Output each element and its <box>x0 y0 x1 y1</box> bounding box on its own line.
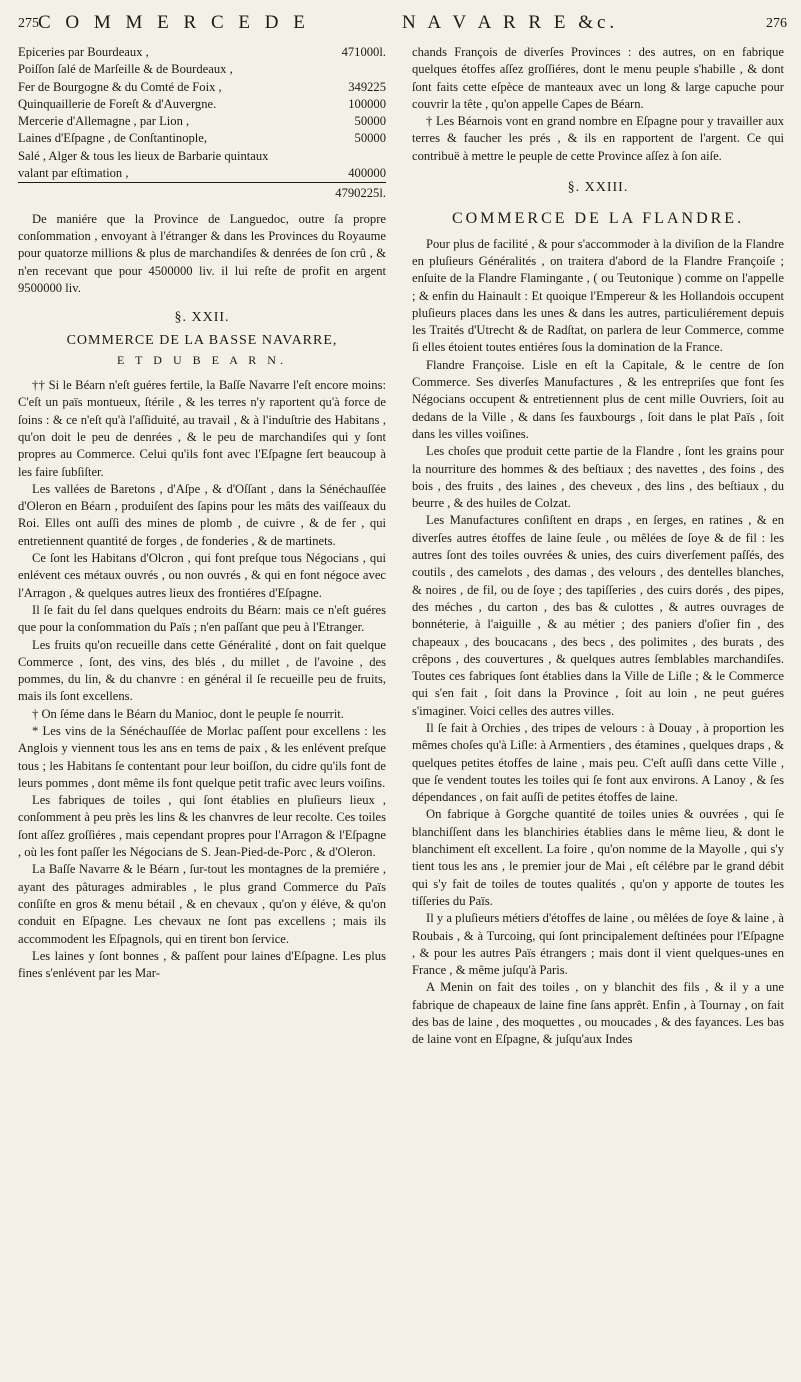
section-number: §. XXIII. <box>567 180 629 196</box>
paragraph: Pour plus de facilité , & pour s'accommoder à la diviſion de la Flandre en pluſieurs Généralités , on traitera d'abord de la Flandre Françoiſe ; enſuite de la Flandre Flamingante , ( ou Teutonique ) comme on l'appelle ; & enfin du Hainault : Et quoique l'Empereur & les Hollandois occupent pluſieurs places dans les unes & dans les autres, particuliérement depuis les Traités d'Utrecht & de Radſtat, on parlera de leur Commerce, comme ſi elles étoient toutes entiéres ſous la domination de la France. <box>412 236 784 355</box>
running-title-right: N A V A R R E &c. <box>402 12 619 33</box>
ledger-row: Laines d'Eſpagne , de Conſtantinople, 50000 <box>18 131 386 146</box>
paragraph: Il y a pluſieurs métiers d'étoffes de laine , ou mêlées de ſoye & laine , à Roubais , & à Turcoing, qui ſont principalement deſtinées pour l'Eſpagne , & pour les autres Païs étrangers ; mais dont il vient quelques-unes en France , & même juſqu'à Paris. <box>412 911 784 978</box>
section-heading: COMMERCE DE LA BASSE NAVARRE, <box>66 333 338 349</box>
section-number: §. XXII. <box>174 310 230 326</box>
paragraph: Les vallées de Baretons , d'Aſpe , & d'Oſſant , dans la Sénéchauſſée d'Oleron en Béarn , produiſent des ſapins pour les mâts des vaiſſeaux du Roi. Elles ont auſſi des mines de plomb , de cuivre , & de fer , qui entretiennent quantité de forges , de fonderies , & de martinets. <box>18 481 386 548</box>
ledger-row: Quinquaillerie de Foreſt & d'Auvergne. 100000 <box>18 96 386 111</box>
paragraph: † Les Béarnois vont en grand nombre en Eſpagne pour y travailler aux terres & faucher les prés , & ils en rapportent de l'argent. Ce qui contribuë à mettre le peuple de cette Province aſſez à ſon aiſe. <box>412 114 784 163</box>
section-subheading: E T D U B E A R N. <box>117 352 287 367</box>
paragraph: * Les vins de la Sénéchauſſée de Morlac paſſent pour excellens : les Anglois y viennent tous les ans en tems de paix , & les enlévent preſque tous ; les Habitans ſe contentant pour leur boiſſon, du cidre qu'ils font de leurs pommes , dont même ils font quelque petit trafic avec leurs voiſins. <box>18 723 386 790</box>
paragraph: †† Si le Béarn n'eſt guéres fertile, la Baſſe Navarre l'eſt encore moins: C'eſt un païs montueux, ſtérile , & les terres n'y raportent qu'à force de ſoins : & ce n'eſt qu'à l'aſſiduité, au travail , & à l'induſtrie des Habitans , qu'on doit le peu de denrées , & le peu de marchandiſes qui y ſont propres au Commerce. Celui qu'ils font avec l'Eſpagne ſert beaucoup à les faire ſubſiſter. <box>18 378 386 479</box>
paragraph: Il ſe fait à Orchies , des tripes de velours : à Douay , à proportion les mêmes choſes qu'à Liſle: à Armentiers , des étamines , quelques draps , & quelques petites étoffes de laine , mais peu. C'eſt auſſi dans cette Ville , que ſe vendent toutes les toiles qui ſe font aux environs. A Lanoy , & ſes dépendances , on fait auſſi de petites étoffes de laine. <box>412 720 784 805</box>
paragraph: Il ſe fait du ſel dans quelques endroits du Béarn: mais ce n'eſt guéres que pour la conſommation du Païs ; n'en paſſant que peu à l'Etranger. <box>18 602 386 635</box>
paragraph: chands François de diverſes Provinces : des autres, on en fabrique quelques étoffes aſſez groſſiéres, dont le menu peuple s'habille , & dont ſont faits cette eſpèce de manteaux avec un long & large capuche pour couvrir la tête , qu'on appelle Capes de Béarn. <box>412 45 784 111</box>
paragraph: Les choſes que produit cette partie de la Flandre , ſont les grains pour la nourriture des hommes & des beſtiaux ; des navettes , des foins , des bois , des fruits , des laines , des cheveux , des lins , des beſtiaux , du beurre , & des huiles de Colzat. <box>412 444 784 511</box>
ledger-row: Fer de Bourgogne & du Comté de Foix , 349225 <box>18 79 386 94</box>
paragraph: De maniére que la Province de Languedoc, outre ſa propre conſommation , envoyant à l'étranger & dans les Provinces du Royaume pour quatorze millions & plus de marchandiſes & denrées de ſon crû , & n'en recevant que pour 4500000 liv. il lui reſte de profit en argent 9500000 liv. <box>18 211 386 295</box>
ledger-row: Salé , Alger & tous les lieux de Barbarie quintaux valant par eſtimation , 400000 <box>18 148 386 181</box>
paragraph: Les fabriques de toiles , qui ſont établies en pluſieurs lieux , conſomment à peu près les lins & les chanvres de leur recolte. Ces toiles ſont aſſez groſſiéres , mais cependant propres pour l'Arragon & l'Eſpagne , où les font paſſer les Négocians de S. Jean-Pied-de-Porc , & d'Oleron. <box>18 793 386 860</box>
paragraph: Les fruits qu'on recueille dans cette Généralité , dont on fait quelque Commerce , ſont, des vins, des blés , du millet , de l'avoine , des pommes, du lin, & du chanvre : en général il ſe recueille peu de fruits, mais ils ſont excellens. <box>18 637 386 704</box>
paragraph: Les laines y ſont bonnes , & paſſent pour laines d'Eſpagne. Les plus fines s'enlévent par les Mar- <box>18 948 386 981</box>
paragraph: A Menin on fait des toiles , on y blanchit des fils , & il y a une fabrique de chapeaux de laine fine ſans apprêt. Enfin , à Tournay , on fait des bas de laine , des moquettes , ou moucades , & des fayances. Les bas de laine vont en Eſpagne, & juſqu'aux Indes <box>412 980 784 1047</box>
paragraph: Ce ſont les Habitans d'Olcron , qui font preſque tous Négocians , qui enlévent ces métaux ouvrés , ou non ouvrés , & qui en font négoce avec l'Arragon , & quelques autres lieux des frontiéres d'Eſpagne. <box>18 551 386 600</box>
section-heading: COMMERCE DE LA FLANDRE. <box>451 210 745 228</box>
paragraph: † On ſéme dans le Béarn du Manioc, dont le peuple ſe nourrit. <box>32 706 344 721</box>
ledger-total: 4790225l. <box>298 183 386 203</box>
paragraph: On fabrique à Gorgche quantité de toiles unies & ouvrées , qui ſe blanchiſſent dans les blanchiries établies dans le même lieu, & dont le blanchiment eſt excellent. La foire , qu'on nomme de la Mayolle , qui s'y tient tous les ans , le premier jour de Mai , eſt célébre par le grand débit qui s'y fait de toiles de toutes qualités , qu'on y apporte de toutes les tiſſeries du Païs. <box>412 807 784 908</box>
running-title-left: C O M M E R C E D E <box>38 12 310 33</box>
paragraph: Les Manufactures conſiſtent en draps , en ſerges, en ratines , & en diverſes autres étoffes de laine ſeule , ou mêlées de ſoye & de fil : les autres ſont des toiles ouvrées & unies, des cuirs diverſement paſſés, des coutils , des camelots , des damas , des velours , des dentelles blanches, & noires , de fil, ou de ſoye ; des tapiſſeries , des cuirs dorés , des pipes, des méches , du carton , des bas & culottes , & autres ouvrages de bonnéterie, à l'aiguille , & au métier ; des paniers d'oſier fin , des chapeaux , des boucacans , des becs , des polimites , des burats , des crêpons , des couvertures , & quelques autres ſemblables marchandiſes. Toutes ces fabriques ſont établies dans la Ville de Liſle ; & le Commerce qui s'en fait , ſoit dans la Province , ſoit au loin , ne peut guéres s'imaginer. Voici celles des autres villes. <box>412 513 784 718</box>
ledger-row: Poiſſon ſalé de Marſeille & de Bourdeaux , <box>18 62 233 77</box>
ledger-row: Epiceries par Bourdeaux , 471000l. <box>18 45 386 59</box>
import-ledger <box>18 44 386 203</box>
right-column <box>412 44 784 1049</box>
ledger-total-row <box>18 183 386 203</box>
left-column <box>18 44 386 982</box>
ledger-row: Mercerie d'Allemagne , par Lion , 50000 <box>18 114 386 129</box>
paragraph: La Baſſe Navarre & le Béarn , ſur-tout les montagnes de la premiére , ayant des pâturages admirables , le plus grand Commerce du Païs conſiſte en gros & menu bétail , & en chevaux , qu'on y éléve, & qu'on conduit en Eſpagne. Les chevaux ne ſont pas excellens ; mais ils accommodent les Eſpagnols, qui en tirent bon ſervice. <box>18 862 386 946</box>
page-number-right: 276 <box>766 16 787 31</box>
page-number-left: 275 <box>18 16 39 31</box>
paragraph: Flandre Françoise. Lisle en eſt la Capitale, & le centre de ſon Commerce. Ses diverſes Manufactures , & les entrepriſes que font ſes Négocians occupent & entretiennent plus de cent mille Ouvriers, ſoit au dedans de la Ville , & dans ſes fauxbourgs , ſoit dans le plat Païs , ſoit dans les villes voiſines. <box>412 357 784 441</box>
